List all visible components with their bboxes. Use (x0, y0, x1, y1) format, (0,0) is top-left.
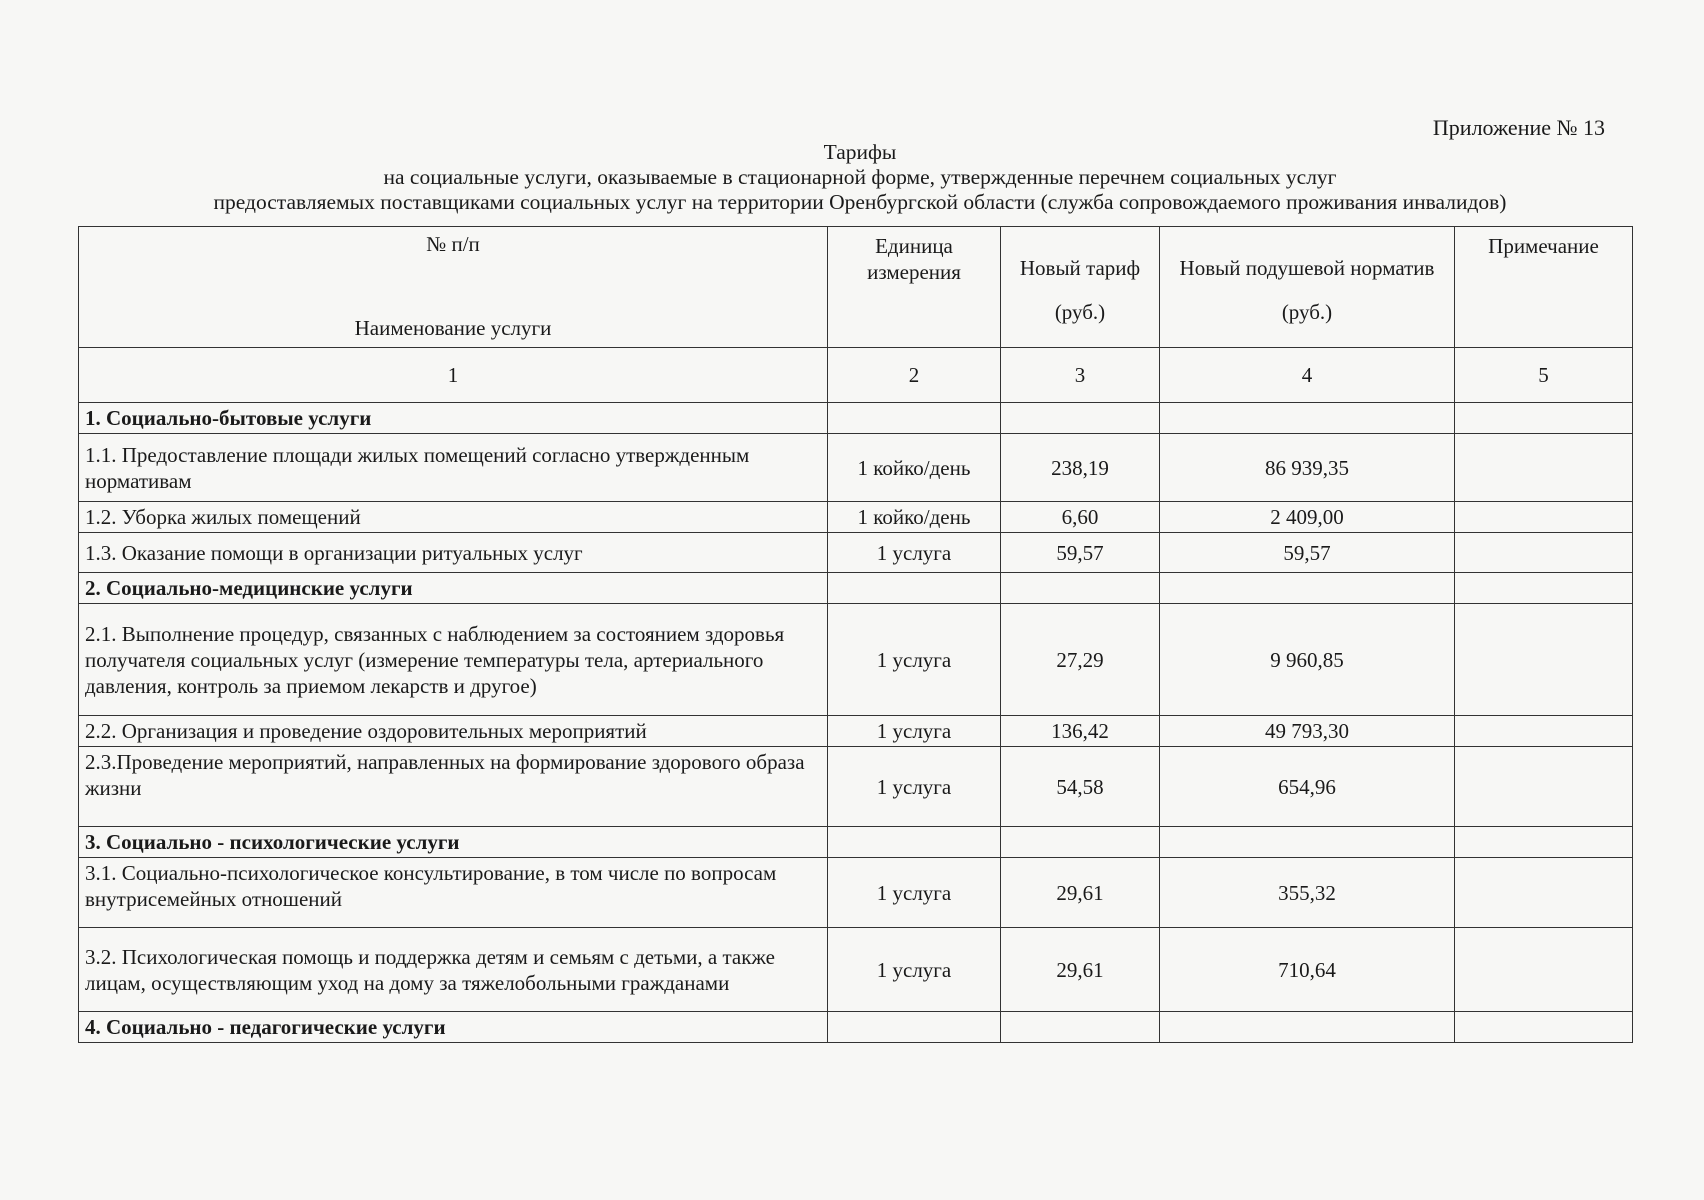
service-note (1455, 858, 1633, 928)
header-row (79, 227, 1633, 348)
section-row (79, 403, 1633, 434)
service-norm: 49 793,30 (1160, 716, 1455, 747)
service-norm: 654,96 (1160, 747, 1455, 827)
appendix-label: Приложение № 13 (1432, 115, 1605, 140)
header-note-label: Примечание (1488, 234, 1599, 258)
table-row (79, 928, 1633, 1012)
service-tariff: 29,61 (1001, 858, 1160, 928)
service-tariff: 27,29 (1001, 604, 1160, 716)
service-note (1455, 747, 1633, 827)
header-norm-label: Новый подушевой норматив (1179, 256, 1435, 280)
col-num-1: 1 (79, 348, 828, 403)
header-norm-unit: (руб.) (1281, 300, 1333, 324)
header-name-cell (79, 227, 828, 348)
service-norm: 59,57 (1160, 533, 1455, 573)
section-title: 2. Социально-медицинские услуги (79, 573, 828, 604)
service-tariff: 29,61 (1001, 928, 1160, 1012)
service-norm: 355,32 (1160, 858, 1455, 928)
section-title: 1. Социально-бытовые услуги (79, 403, 828, 434)
service-name: 1.3. Оказание помощи в организации ритуальных услуг (79, 533, 828, 573)
document-title (80, 140, 1640, 215)
service-tariff: 59,57 (1001, 533, 1160, 573)
col-num-2: 2 (828, 348, 1001, 403)
table-row (79, 716, 1633, 747)
title-line-3: предоставляемых поставщиками социальных услуг на территории Оренбургской области (служба сопровождаемого проживания инвалидов) (213, 190, 1507, 214)
col-num-3: 3 (1001, 348, 1160, 403)
table-row (79, 533, 1633, 573)
header-unit (828, 227, 1001, 348)
header-tariff (1001, 227, 1160, 348)
header-tariff-label: Новый тариф (1019, 256, 1141, 280)
service-norm: 86 939,35 (1160, 434, 1455, 502)
table-row (79, 858, 1633, 928)
service-unit: 1 услуга (828, 858, 1001, 928)
column-number-row (79, 348, 1633, 403)
service-note (1455, 502, 1633, 533)
header-note (1455, 227, 1633, 348)
service-tariff: 6,60 (1001, 502, 1160, 533)
table-row (79, 434, 1633, 502)
header-tariff-unit: (руб.) (1054, 300, 1106, 324)
section-row (79, 573, 1633, 604)
table-row (79, 604, 1633, 716)
service-note (1455, 716, 1633, 747)
service-unit: 1 услуга (828, 747, 1001, 827)
service-name: 3.2. Психологическая помощь и поддержка детям и семьям с детьми, а также лицам, осуществляющим уход на дому за тяжелобольными гражданами (79, 928, 828, 1012)
service-note (1455, 434, 1633, 502)
section-row (79, 1012, 1633, 1043)
section-row (79, 827, 1633, 858)
service-note (1455, 928, 1633, 1012)
service-norm: 2 409,00 (1160, 502, 1455, 533)
service-tariff: 54,58 (1001, 747, 1160, 827)
service-name: 2.2. Организация и проведение оздоровительных мероприятий (79, 716, 828, 747)
service-note (1455, 604, 1633, 716)
service-note (1455, 533, 1633, 573)
service-name: 2.3.Проведение мероприятий, направленных на формирование здорового образа жизни (79, 747, 828, 827)
header-num: № п/п (426, 232, 480, 256)
service-unit: 1 койко/день (828, 502, 1001, 533)
section-title: 4. Социально - педагогические услуги (79, 1012, 828, 1043)
service-name: 2.1. Выполнение процедур, связанных с наблюдением за состоянием здоровья получателя социальных услуг (измерение температуры тела, артериального давления, контроль за приемом лекарств и другое) (79, 604, 828, 716)
header-name: Наименование услуги (354, 316, 552, 340)
service-unit: 1 услуга (828, 716, 1001, 747)
service-unit: 1 услуга (828, 533, 1001, 573)
service-unit: 1 услуга (828, 604, 1001, 716)
title-line-1: Тарифы (823, 140, 897, 164)
title-line-2: на социальные услуги, оказываемые в стационарной форме, утвержденные перечнем социальных услуг (383, 165, 1337, 189)
header-norm (1160, 227, 1455, 348)
col-num-4: 4 (1160, 348, 1455, 403)
tariffs-table (78, 226, 1633, 1043)
section-title: 3. Социально - психологические услуги (79, 827, 828, 858)
service-unit: 1 койко/день (828, 434, 1001, 502)
table-row (79, 747, 1633, 827)
service-tariff: 238,19 (1001, 434, 1160, 502)
header-unit-label: Единица измерения (867, 234, 961, 284)
service-unit: 1 услуга (828, 928, 1001, 1012)
table-row (79, 502, 1633, 533)
service-norm: 710,64 (1160, 928, 1455, 1012)
service-name: 1.1. Предоставление площади жилых помещений согласно утвержденным нормативам (79, 434, 828, 502)
service-norm: 9 960,85 (1160, 604, 1455, 716)
col-num-5: 5 (1455, 348, 1633, 403)
service-tariff: 136,42 (1001, 716, 1160, 747)
service-name: 3.1. Социально-психологическое консультирование, в том числе по вопросам внутрисемейных отношений (79, 858, 828, 928)
service-name: 1.2. Уборка жилых помещений (79, 502, 828, 533)
